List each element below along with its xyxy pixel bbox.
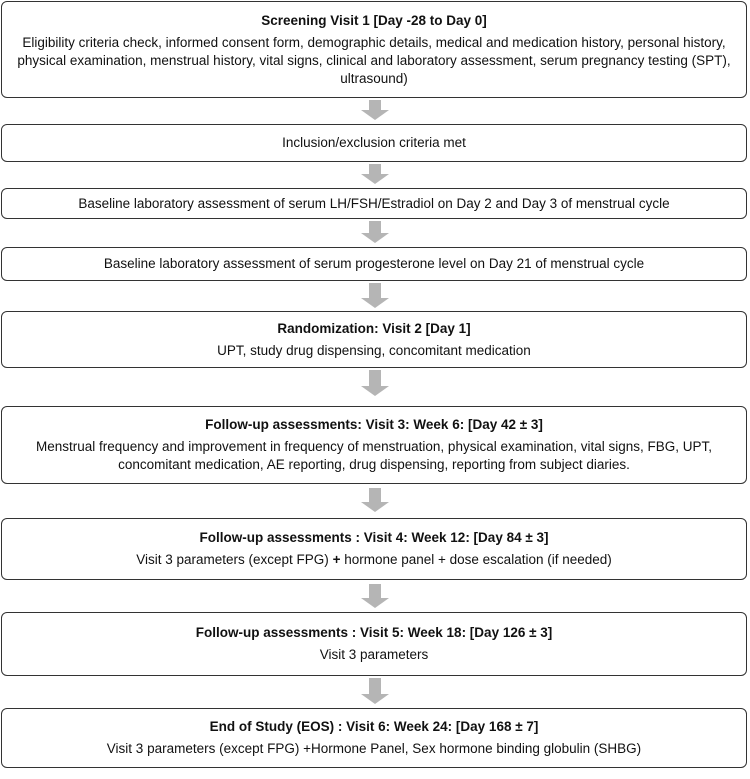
visit-4-text-plus: + xyxy=(332,552,341,567)
screening-visit-title: Screening Visit 1 [Day -28 to Day 0] xyxy=(261,12,487,28)
flow-arrow-5 xyxy=(361,370,389,396)
randomization-title: Randomization: Visit 2 [Day 1] xyxy=(277,320,471,336)
inclusion-criteria-box xyxy=(1,124,747,162)
flow-arrow-8 xyxy=(361,678,389,704)
visit-3-title: Follow-up assessments: Visit 3: Week 6: [Day 42 ± 3] xyxy=(205,417,543,432)
end-of-study-box xyxy=(1,708,747,768)
baseline-lh-fsh-text: Baseline laboratory assessment of serum LH/FSH/Estradiol on Day 2 and Day 3 of menstrual cycle xyxy=(78,195,670,211)
visit-5-text: Visit 3 parameters xyxy=(319,647,429,662)
baseline-progesterone-text: Baseline laboratory assessment of serum progesterone level on Day 21 of menstrual cycle xyxy=(103,256,645,271)
screening-visit-box xyxy=(1,1,747,98)
visit-3-box xyxy=(1,406,747,484)
visit-5-title: Follow-up assessments : Visit 5: Week 18: [Day 126 ± 3] xyxy=(195,625,553,640)
randomization-box xyxy=(1,311,747,368)
randomization-text: UPT, study drug dispensing, concomitant medication xyxy=(217,342,531,358)
visit-5-box xyxy=(1,612,747,676)
visit-4-title: Follow-up assessments : Visit 4: Week 12: [Day 84 ± 3] xyxy=(199,530,549,545)
visit-4-text xyxy=(12,551,736,569)
visit-3-text: Menstrual frequency and improvement in frequency of menstruation, physical examination, vital signs, FBG, UPT, concomitant medication, AE reporting, drug dispensing, reporting from subject diaries. xyxy=(35,439,713,472)
flow-arrow-4 xyxy=(361,283,389,308)
visit-4-text-b: hormone panel + dose escalation (if needed) xyxy=(340,552,612,567)
flow-arrow-6 xyxy=(361,488,389,512)
screening-visit-text: Eligibility criteria check, informed consent form, demographic details, medical and medication history, personal history, physical examination, menstrual history, vital signs, clinical and laboratory assessment, serum pregnancy testing (SPT), ultrasound) xyxy=(17,34,731,86)
end-of-study-text: Visit 3 parameters (except FPG) +Hormone Panel, Sex hormone binding globulin (SHBG) xyxy=(106,741,642,756)
baseline-lh-fsh-box xyxy=(1,188,747,219)
visit-4-text-a: Visit 3 parameters (except FPG) xyxy=(136,552,333,567)
visit-4-box xyxy=(1,518,747,580)
flow-arrow-1 xyxy=(361,100,389,120)
flow-arrow-7 xyxy=(361,584,389,608)
end-of-study-title: End of Study (EOS) : Visit 6: Week 24: [Day 168 ± 7] xyxy=(209,719,539,734)
flow-arrow-3 xyxy=(361,221,389,243)
inclusion-criteria-text: Inclusion/exclusion criteria met xyxy=(282,135,466,150)
baseline-progesterone-box xyxy=(1,247,747,281)
flow-arrow-2 xyxy=(361,164,389,184)
